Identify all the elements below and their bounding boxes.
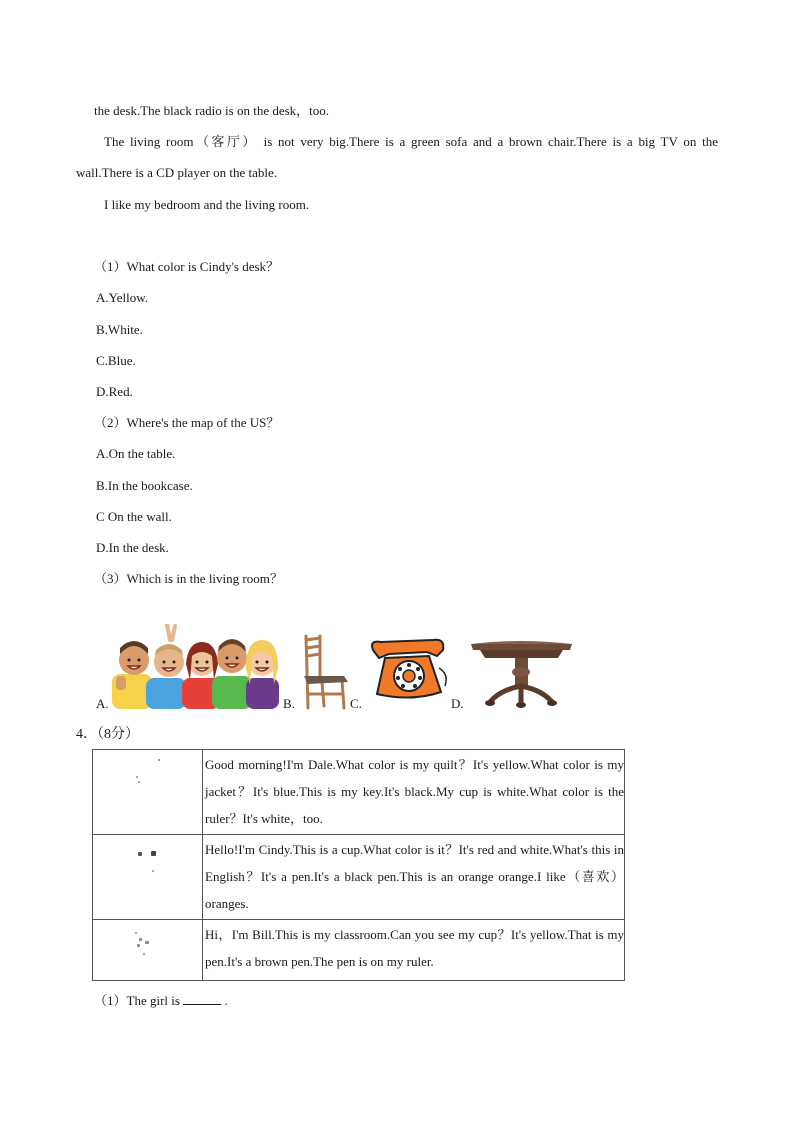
question-2-option-a[interactable]: A.On the table. — [96, 446, 176, 461]
question-3-option-c[interactable]: C. — [350, 696, 362, 711]
question-2-option-d[interactable]: D.In the desk. — [96, 540, 169, 555]
passage-line-3: wall.There is a CD player on the table. — [76, 165, 278, 180]
question-3-option-d[interactable]: D. — [451, 696, 464, 711]
question-1-option-d[interactable]: D.Red. — [96, 384, 133, 399]
table-text-cell-2 — [203, 835, 625, 920]
question-3-option-b[interactable]: B. — [283, 696, 295, 711]
section-4-question-1 — [94, 992, 228, 1009]
table-row — [93, 750, 625, 835]
passage-line-1: the desk.The black radio is on the desk，too. — [94, 103, 330, 118]
table-row — [93, 835, 625, 920]
table-text-cell-1: Good morning!I'm Dale.What color is my quilt？It's yellow.What color is my jacket？It's blue.This is my key.It's black.My cup is white.What color is the ruler？It's white，too. — [203, 750, 625, 835]
question-3-option-a[interactable]: A. — [96, 696, 109, 711]
question-2-stem: （2）Where's the map of the US？ — [94, 415, 280, 430]
passage-line-2: The living room（客厅） is not very big.There is a green sofa and a brown chair.There is a big TV on the — [104, 134, 718, 149]
passage-line-4: I like my bedroom and the living room. — [104, 197, 310, 212]
question-2-option-b[interactable]: B.In the bookcase. — [96, 478, 193, 493]
table-image-cell-2 — [93, 835, 203, 920]
question-1-stem: （1）What color is Cindy's desk？ — [94, 259, 280, 274]
rotary-telephone-picture[interactable] — [371, 638, 449, 700]
question-prefix: （1）The girl is — [94, 993, 180, 1008]
group-of-friends-picture[interactable] — [112, 624, 279, 709]
question-2-option-c[interactable]: C On the wall. — [96, 509, 172, 524]
table-text-2: Hello!I'm Cindy.This is a cup.What color is it？It's red and white.What's this in English？It's a pen.It's a black pen.This is an orange orange.I like（喜欢） oranges. — [205, 842, 624, 911]
wooden-chair-picture[interactable] — [298, 634, 350, 710]
question-suffix: . — [224, 993, 228, 1008]
table-image-cell-1 — [93, 750, 203, 835]
question-1-option-a[interactable]: A.Yellow. — [96, 290, 149, 305]
round-table-picture[interactable] — [470, 638, 573, 708]
table-image-cell-3 — [93, 920, 203, 981]
question-1-option-b[interactable]: B.White. — [96, 322, 143, 337]
question-1-option-c[interactable]: C.Blue. — [96, 353, 136, 368]
table-row — [93, 920, 625, 981]
table-text-cell-3: Hi，I'm Bill.This is my classroom.Can you see my cup？It's yellow.That is my pen.It's a brown pen.The pen is on my ruler. — [203, 920, 625, 981]
section-4-heading-text: 4．（8分） — [76, 727, 139, 742]
section-4-table — [92, 749, 625, 981]
question-3-stem: （3）Which is in the living room？ — [94, 571, 283, 586]
section-4-heading — [76, 727, 139, 743]
answer-blank[interactable] — [183, 992, 221, 1005]
